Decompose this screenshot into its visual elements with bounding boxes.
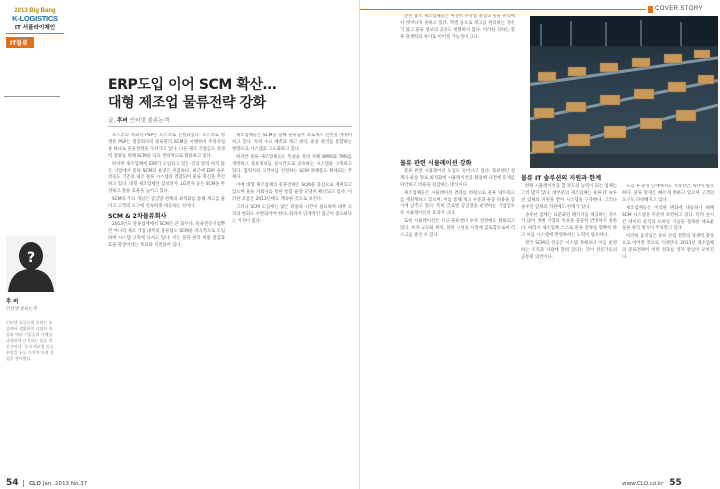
- byline: [108, 116, 169, 124]
- badge-divider: [6, 33, 64, 34]
- website: www.CLO.co.kr: [622, 481, 664, 487]
- section-subhead: 물류 관련 시뮬레이션 강화: [400, 160, 472, 167]
- right-column-2: [521, 173, 617, 470]
- right-column-1-top: [400, 14, 515, 151]
- series-badge: [6, 8, 64, 48]
- title-divider: [108, 126, 352, 127]
- header-rule: [360, 9, 646, 10]
- left-column-2: [232, 133, 352, 465]
- right-footer: [622, 478, 682, 488]
- paragraph: 반면 중소 제조업체들은 여전히 수작업 중심의 물류 관리에서 벗어나지 못하고 있다. 엑셀 등으로 재고를 관리하는 경우가 많고 물류 정보의 공유도 원활하지 않다. 이러한 격차는 향후 경쟁력의 차이로 이어질 가능성이 크다.: [400, 14, 515, 40]
- right-page: [360, 0, 720, 489]
- paragraph: 이러한 움직임은 물류 산업 전반의 경쟁력 향상으로 이어질 것으로 기대된다. 2013년 제조업체의 물류전략이 어떤 성과를 낼지 관심이 모아진다.: [622, 234, 714, 261]
- paragraph: 한편 시뮬레이션을 할 정도의 능력이 되는 업체는 그리 많지 않다. 대부분의 제조업체는 물류 IT 솔루션 업체의 지원을 받아 시스템을 구축한다. 그러나 솔루션 업체의 지원에도 한계가 있다.: [521, 183, 617, 210]
- paragraph: 포스코의 자회사 PSP는 포스코로 신설되었다. 포스코로 명명된 PSP는 철강회사의 물류관리 SCM을 시행하며 주력사업 중 하나로 물류전략을 가져가고 있다. 다른 제조 기업들도 경쟁력 강화를 위해 SCM을 더욱 전략적으로 활용하고 있다.: [108, 133, 225, 159]
- warehouse-conveyor-photo: [530, 16, 718, 168]
- byline-org: 인터넷 물류논객: [129, 118, 170, 124]
- title-line-1: ERP도입 이어 SCM 확산…: [108, 77, 277, 93]
- section-subhead: SCM & 2차물류회사: [108, 212, 167, 220]
- paragraph: 도입 후 운영 단계에서도 지속적인 개선이 필요하다. 물류 환경은 빠르게 변하고 있으며 고객의 요구도 다양해지고 있다.: [622, 184, 714, 203]
- section-subhead: 물류 IT 솔루션의 지원과 한계: [521, 175, 602, 182]
- category-tag: IT물류: [6, 37, 34, 48]
- paragraph: 하지만 제조업체에 ERP가 도입되고 있는 것과 달리 아직 많은 기업에서 물류 SCM의 운영은 미흡하다. 최근에 ERP 솔루션들도 기존의 제조 물류 시스템과 결합되어 물류 혁신을 추진하고 있다. 대형 제조업체인 삼성전자, LG전자 등은 SCM을 완성하고 물류 효율을 높이고 있다.: [108, 161, 225, 195]
- paragraph: 하지만 물류 제조업체들도 특성을 살려 자체 WMS와 TMS를 개발하고 물류정보를 실시간으로 공유하는 시스템을 구축하고 있다. 협력사와 고객사를 연결하는 SCM 플랫폼도 확대되는 추세다.: [232, 154, 352, 181]
- author-name: 후 버: [6, 299, 19, 305]
- paragraph: 물류 관련 시뮬레이션 도입도 늘어나고 있다. 물류센터 설계나 운송 경로 최적화에 시뮬레이션을 활용해 사전에 문제를 파악하고 비용을 절감하는 방식이다.: [400, 168, 515, 188]
- issue-info: Jan. 2013 No.37: [42, 481, 88, 487]
- right-column-1: [400, 158, 515, 468]
- badge-series: IT 서플라이체인: [14, 25, 56, 31]
- page-number-right: 55: [669, 478, 682, 488]
- left-sidebar-rule: [4, 96, 60, 97]
- paragraph: SCM의 주요 개념은 공급망 전체의 최적화를 통해 재고를 줄이고 고객의 요구에 신속하게 대응하는 것이다.: [108, 197, 225, 210]
- paragraph: 결국 SCM의 성공은 시스템 자체보다 이를 운영하는 조직과 사람에 달려 있다는 것이 전문가들의 공통된 의견이다.: [521, 241, 617, 260]
- paragraph: 솔루션 업체는 표준화된 패키지를 제공하는 경우가 많아 개별 기업의 특성을 충분히 반영하지 못한다. 따라서 제조업체 스스로 물류 전략을 명확히 하고 이를 시스템에 반영하려는 노력이 필요하다.: [521, 212, 617, 239]
- paragraph: 그러나 SCM 도입에는 많은 비용과 시간이 필요하며 내부 조직의 변화도 수반되어야 한다. 따라서 단계적인 접근이 중요하다는 지적이 많다.: [232, 205, 352, 224]
- svg-text:?: ?: [26, 250, 36, 266]
- author-bio: 인터넷 물류논객 후버는 물류에서 생활하며 다양한 경험과 여러 기업들의 사례를 다양하게 분석하는 물류 전문가이다. 국내 제조업 물류 현장을 두루 거치며 오랜 경험을 쌓아왔다.: [6, 320, 54, 361]
- author-org: 인터넷 물류논객: [6, 307, 38, 312]
- badge-brand: K-LOGISTICS: [12, 14, 58, 23]
- sidebar-divider: [4, 96, 60, 97]
- footer-separator: [23, 480, 24, 487]
- paragraph: 제조업체들은 이러한 변화에 대응하기 위해 SCM 시스템을 꾸준히 보완하고 있다. 특히 실시간 데이터 분석과 모바일 기술을 접목한 새로운 물류 관리 방식이 주목받고 있다.: [622, 205, 714, 232]
- left-footer: [6, 478, 87, 488]
- title-line-2: 대형 제조업 물류전략 강화: [108, 95, 266, 111]
- article-title: [108, 76, 276, 112]
- paragraph: 이에 대형 제조업체의 물류전략은 SCM을 중심으로 재편되고 있으며 물류 자회사를 통한 통합 운영 모델이 확산되고 있다. 이러한 흐름은 2013년에도 계속될 것으로 보인다.: [232, 183, 352, 203]
- magazine-name: CLO: [29, 481, 41, 487]
- page-number-left: 54: [6, 478, 19, 488]
- section-label: COVER STORY: [655, 6, 703, 12]
- paragraph: 제조업체들은 시뮬레이션 결과를 바탕으로 물류 네트워크를 재설계하고 있으며, 이를 통해 재고 수준과 운송 비용을 동시에 낮추고 있다. 특히 글로벌 공급망을 운영하는 기업일수록 시뮬레이션의 효과가 크다.: [400, 190, 515, 217]
- paragraph: 또한 시뮬레이션은 신규 물류센터 투자 결정에도 활용되고 있다. 투자 규모와 위치, 설비 구성을 사전에 검토함으로써 리스크를 줄일 수 있다.: [400, 219, 515, 239]
- byline-prefix: 글.: [108, 118, 116, 124]
- right-column-3: [622, 184, 714, 470]
- author-silhouette-icon: [6, 236, 56, 292]
- badge-year: 2013 Big Bang: [14, 8, 56, 14]
- left-column-1: [108, 133, 225, 465]
- byline-author: 후버: [116, 118, 128, 124]
- paragraph: 2013년도 물류업계에서 SCM은 큰 화두다. 물류전문기업뿐만 아니라 제조 기업 내부의 물류팀도 SCM을 적극적으로 도입하며 시스템 구축에 나서고 있다. 이는 물류 관리 비용 절감과 효율 향상이라는 목표와 직결되어 있다.: [108, 221, 225, 248]
- paragraph: 제조업체들은 SCM을 통해 물류업무 프로세스 전반을 재정비하고 있다. 특히 수요 예측과 재고 관리, 운송 관리를 통합하는 방향으로 시스템을 고도화하고 있다.: [232, 133, 352, 152]
- section-marker-icon: [648, 6, 653, 13]
